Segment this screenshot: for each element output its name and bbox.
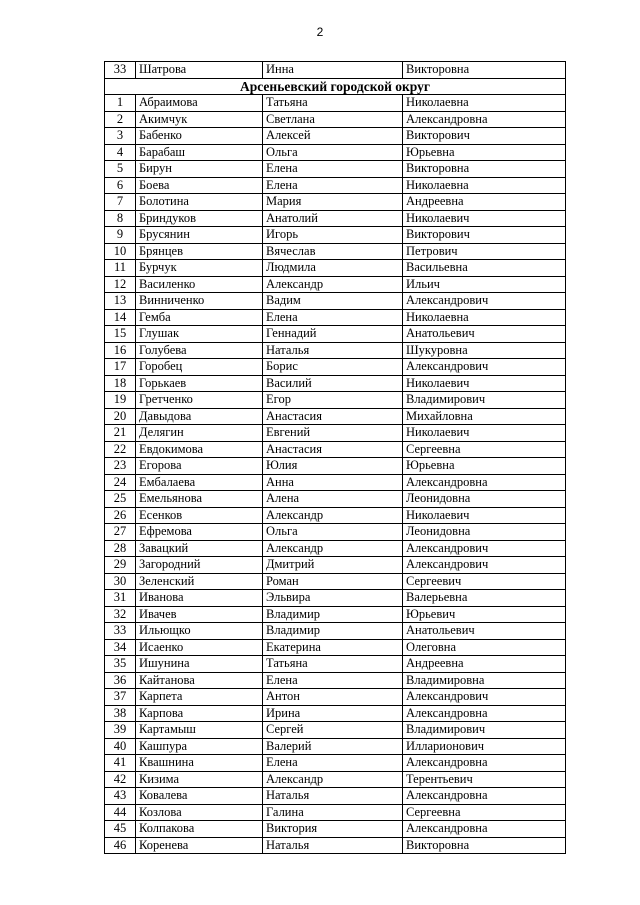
section-title: Арсеньевский городской округ <box>105 78 566 95</box>
row-number: 16 <box>105 342 136 359</box>
row-number: 42 <box>105 771 136 788</box>
last-name-cell: Брянцев <box>136 243 263 260</box>
last-name-cell: Абраимова <box>136 95 263 112</box>
table-row <box>105 557 566 574</box>
last-name-cell: Карпета <box>136 689 263 706</box>
table-row <box>105 474 566 491</box>
row-number: 14 <box>105 309 136 326</box>
table-row <box>105 62 566 79</box>
patronymic-cell: Александровна <box>403 788 566 805</box>
table-row <box>105 606 566 623</box>
first-name-cell: Виктория <box>263 821 403 838</box>
table-row <box>105 458 566 475</box>
last-name-cell: Давыдова <box>136 408 263 425</box>
first-name-cell: Галина <box>263 804 403 821</box>
section-header-row <box>105 78 566 95</box>
row-number: 18 <box>105 375 136 392</box>
last-name-cell: Делягин <box>136 425 263 442</box>
patronymic-cell: Николаевич <box>403 425 566 442</box>
patronymic-cell: Николаевна <box>403 177 566 194</box>
patronymic-cell: Николаевна <box>403 95 566 112</box>
patronymic-cell: Николаевич <box>403 210 566 227</box>
table-row <box>105 705 566 722</box>
patronymic-cell: Николаевич <box>403 507 566 524</box>
row-number: 41 <box>105 755 136 772</box>
last-name-cell: Болотина <box>136 194 263 211</box>
row-number: 30 <box>105 573 136 590</box>
patronymic-cell: Александрович <box>403 689 566 706</box>
table-row <box>105 227 566 244</box>
first-name-cell: Анастасия <box>263 441 403 458</box>
first-name-cell: Людмила <box>263 260 403 277</box>
last-name-cell: Горобец <box>136 359 263 376</box>
patronymic-cell: Шукуровна <box>403 342 566 359</box>
patronymic-cell: Васильевна <box>403 260 566 277</box>
patronymic-cell: Юрьевич <box>403 606 566 623</box>
first-name-cell: Наталья <box>263 788 403 805</box>
last-name-cell: Шатрова <box>136 62 263 79</box>
last-name-cell: Кизима <box>136 771 263 788</box>
row-number: 27 <box>105 524 136 541</box>
table-row <box>105 128 566 145</box>
patronymic-cell: Александровна <box>403 755 566 772</box>
last-name-cell: Ишунина <box>136 656 263 673</box>
table-row <box>105 656 566 673</box>
first-name-cell: Анна <box>263 474 403 491</box>
patronymic-cell: Петрович <box>403 243 566 260</box>
patronymic-cell: Сергеевна <box>403 441 566 458</box>
first-name-cell: Дмитрий <box>263 557 403 574</box>
first-name-cell: Екатерина <box>263 639 403 656</box>
row-number: 25 <box>105 491 136 508</box>
last-name-cell: Ковалева <box>136 788 263 805</box>
row-number: 13 <box>105 293 136 310</box>
last-name-cell: Козлова <box>136 804 263 821</box>
first-name-cell: Игорь <box>263 227 403 244</box>
first-name-cell: Алена <box>263 491 403 508</box>
table-row <box>105 425 566 442</box>
first-name-cell: Юлия <box>263 458 403 475</box>
first-name-cell: Ольга <box>263 144 403 161</box>
last-name-cell: Кашпура <box>136 738 263 755</box>
patronymic-cell: Николаевна <box>403 309 566 326</box>
patronymic-cell: Анатольевич <box>403 623 566 640</box>
patronymic-cell: Сергеевна <box>403 804 566 821</box>
row-number: 15 <box>105 326 136 343</box>
first-name-cell: Вадим <box>263 293 403 310</box>
row-number: 12 <box>105 276 136 293</box>
row-number: 3 <box>105 128 136 145</box>
first-name-cell: Владимир <box>263 606 403 623</box>
row-number: 31 <box>105 590 136 607</box>
first-name-cell: Валерий <box>263 738 403 755</box>
patronymic-cell: Михайловна <box>403 408 566 425</box>
row-number: 6 <box>105 177 136 194</box>
first-name-cell: Елена <box>263 161 403 178</box>
first-name-cell: Вячеслав <box>263 243 403 260</box>
first-name-cell: Евгений <box>263 425 403 442</box>
row-number: 26 <box>105 507 136 524</box>
row-number: 2 <box>105 111 136 128</box>
row-number: 39 <box>105 722 136 739</box>
table-row <box>105 540 566 557</box>
table-row <box>105 194 566 211</box>
table-row <box>105 210 566 227</box>
row-number: 36 <box>105 672 136 689</box>
first-name-cell: Владимир <box>263 623 403 640</box>
patronymic-cell: Анатольевич <box>403 326 566 343</box>
last-name-cell: Карпова <box>136 705 263 722</box>
table-row <box>105 590 566 607</box>
last-name-cell: Исаенко <box>136 639 263 656</box>
last-name-cell: Коренева <box>136 837 263 854</box>
patronymic-cell: Владимировна <box>403 672 566 689</box>
row-number: 44 <box>105 804 136 821</box>
table-row <box>105 821 566 838</box>
table-row <box>105 623 566 640</box>
last-name-cell: Егорова <box>136 458 263 475</box>
patronymic-cell: Владимирович <box>403 722 566 739</box>
table-row <box>105 639 566 656</box>
last-name-cell: Винниченко <box>136 293 263 310</box>
patronymic-cell: Викторовна <box>403 62 566 79</box>
first-name-cell: Ирина <box>263 705 403 722</box>
row-number: 28 <box>105 540 136 557</box>
patronymic-cell: Владимирович <box>403 392 566 409</box>
last-name-cell: Акимчук <box>136 111 263 128</box>
patronymic-cell: Юрьевна <box>403 458 566 475</box>
table-row <box>105 441 566 458</box>
row-number: 34 <box>105 639 136 656</box>
patronymic-cell: Андреевна <box>403 656 566 673</box>
row-number: 17 <box>105 359 136 376</box>
row-number: 29 <box>105 557 136 574</box>
last-name-cell: Завацкий <box>136 540 263 557</box>
first-name-cell: Александр <box>263 276 403 293</box>
first-name-cell: Александр <box>263 507 403 524</box>
first-name-cell: Инна <box>263 62 403 79</box>
first-name-cell: Елена <box>263 672 403 689</box>
table-row <box>105 326 566 343</box>
table-row <box>105 788 566 805</box>
table-row <box>105 342 566 359</box>
last-name-cell: Бирун <box>136 161 263 178</box>
row-number: 20 <box>105 408 136 425</box>
table-row <box>105 243 566 260</box>
row-number: 32 <box>105 606 136 623</box>
last-name-cell: Боева <box>136 177 263 194</box>
table-row <box>105 524 566 541</box>
last-name-cell: Евдокимова <box>136 441 263 458</box>
row-number: 19 <box>105 392 136 409</box>
row-number: 35 <box>105 656 136 673</box>
last-name-cell: Картамыш <box>136 722 263 739</box>
last-name-cell: Горькаев <box>136 375 263 392</box>
table-row <box>105 276 566 293</box>
last-name-cell: Кайтанова <box>136 672 263 689</box>
last-name-cell: Гретченко <box>136 392 263 409</box>
row-number: 23 <box>105 458 136 475</box>
row-number: 5 <box>105 161 136 178</box>
table-row <box>105 359 566 376</box>
table-row <box>105 804 566 821</box>
patronymic-cell: Александровна <box>403 111 566 128</box>
patronymic-cell: Викторовна <box>403 161 566 178</box>
table-row <box>105 111 566 128</box>
patronymic-cell: Сергеевич <box>403 573 566 590</box>
first-name-cell: Алексей <box>263 128 403 145</box>
first-name-cell: Егор <box>263 392 403 409</box>
table-row <box>105 309 566 326</box>
row-number: 33 <box>105 623 136 640</box>
patronymic-cell: Александрович <box>403 359 566 376</box>
table-row <box>105 573 566 590</box>
table-row <box>105 672 566 689</box>
row-number: 7 <box>105 194 136 211</box>
last-name-cell: Глушак <box>136 326 263 343</box>
first-name-cell: Антон <box>263 689 403 706</box>
last-name-cell: Ильющко <box>136 623 263 640</box>
patronymic-cell: Викторович <box>403 128 566 145</box>
first-name-cell: Александр <box>263 771 403 788</box>
first-name-cell: Эльвира <box>263 590 403 607</box>
patronymic-cell: Николаевич <box>403 375 566 392</box>
patronymic-cell: Ильич <box>403 276 566 293</box>
first-name-cell: Сергей <box>263 722 403 739</box>
table-row <box>105 95 566 112</box>
table-row <box>105 260 566 277</box>
first-name-cell: Александр <box>263 540 403 557</box>
table-row <box>105 507 566 524</box>
table-row <box>105 491 566 508</box>
roster-body <box>105 62 566 854</box>
last-name-cell: Колпакова <box>136 821 263 838</box>
patronymic-cell: Викторович <box>403 227 566 244</box>
first-name-cell: Роман <box>263 573 403 590</box>
patronymic-cell: Андреевна <box>403 194 566 211</box>
first-name-cell: Борис <box>263 359 403 376</box>
first-name-cell: Геннадий <box>263 326 403 343</box>
last-name-cell: Иванова <box>136 590 263 607</box>
row-number: 1 <box>105 95 136 112</box>
row-number: 40 <box>105 738 136 755</box>
table-row <box>105 722 566 739</box>
patronymic-cell: Олеговна <box>403 639 566 656</box>
table-row <box>105 755 566 772</box>
table-row <box>105 144 566 161</box>
last-name-cell: Ефремова <box>136 524 263 541</box>
page-number: 2 <box>316 25 324 39</box>
last-name-cell: Бриндуков <box>136 210 263 227</box>
table-row <box>105 408 566 425</box>
patronymic-cell: Александрович <box>403 557 566 574</box>
row-number: 10 <box>105 243 136 260</box>
last-name-cell: Брусянин <box>136 227 263 244</box>
last-name-cell: Ембалаева <box>136 474 263 491</box>
row-number: 24 <box>105 474 136 491</box>
row-number: 22 <box>105 441 136 458</box>
first-name-cell: Татьяна <box>263 95 403 112</box>
table-row <box>105 375 566 392</box>
row-number: 8 <box>105 210 136 227</box>
patronymic-cell: Илларионович <box>403 738 566 755</box>
first-name-cell: Ольга <box>263 524 403 541</box>
first-name-cell: Анастасия <box>263 408 403 425</box>
patronymic-cell: Александровна <box>403 705 566 722</box>
row-number: 9 <box>105 227 136 244</box>
patronymic-cell: Терентьевич <box>403 771 566 788</box>
row-number: 38 <box>105 705 136 722</box>
last-name-cell: Зеленский <box>136 573 263 590</box>
row-number: 11 <box>105 260 136 277</box>
row-number: 45 <box>105 821 136 838</box>
first-name-cell: Елена <box>263 309 403 326</box>
patronymic-cell: Юрьевна <box>403 144 566 161</box>
row-number: 46 <box>105 837 136 854</box>
last-name-cell: Барабаш <box>136 144 263 161</box>
first-name-cell: Наталья <box>263 837 403 854</box>
last-name-cell: Емельянова <box>136 491 263 508</box>
first-name-cell: Анатолий <box>263 210 403 227</box>
first-name-cell: Светлана <box>263 111 403 128</box>
table-row <box>105 293 566 310</box>
roster-table <box>104 61 566 854</box>
patronymic-cell: Александровна <box>403 474 566 491</box>
last-name-cell: Голубева <box>136 342 263 359</box>
table-row <box>105 837 566 854</box>
patronymic-cell: Викторовна <box>403 837 566 854</box>
last-name-cell: Есенков <box>136 507 263 524</box>
patronymic-cell: Леонидовна <box>403 524 566 541</box>
first-name-cell: Елена <box>263 177 403 194</box>
row-number: 21 <box>105 425 136 442</box>
table-row <box>105 177 566 194</box>
first-name-cell: Татьяна <box>263 656 403 673</box>
last-name-cell: Квашнина <box>136 755 263 772</box>
patronymic-cell: Леонидовна <box>403 491 566 508</box>
first-name-cell: Наталья <box>263 342 403 359</box>
row-number: 43 <box>105 788 136 805</box>
table-row <box>105 161 566 178</box>
first-name-cell: Василий <box>263 375 403 392</box>
last-name-cell: Бурчук <box>136 260 263 277</box>
first-name-cell: Мария <box>263 194 403 211</box>
last-name-cell: Ивачев <box>136 606 263 623</box>
table-row <box>105 392 566 409</box>
patronymic-cell: Александровна <box>403 821 566 838</box>
last-name-cell: Гемба <box>136 309 263 326</box>
patronymic-cell: Валерьевна <box>403 590 566 607</box>
table-row <box>105 771 566 788</box>
patronymic-cell: Александрович <box>403 293 566 310</box>
row-number: 37 <box>105 689 136 706</box>
patronymic-cell: Александрович <box>403 540 566 557</box>
last-name-cell: Бабенко <box>136 128 263 145</box>
table-row <box>105 689 566 706</box>
row-number: 4 <box>105 144 136 161</box>
first-name-cell: Елена <box>263 755 403 772</box>
row-number: 33 <box>105 62 136 79</box>
last-name-cell: Загородний <box>136 557 263 574</box>
last-name-cell: Василенко <box>136 276 263 293</box>
table-row <box>105 738 566 755</box>
